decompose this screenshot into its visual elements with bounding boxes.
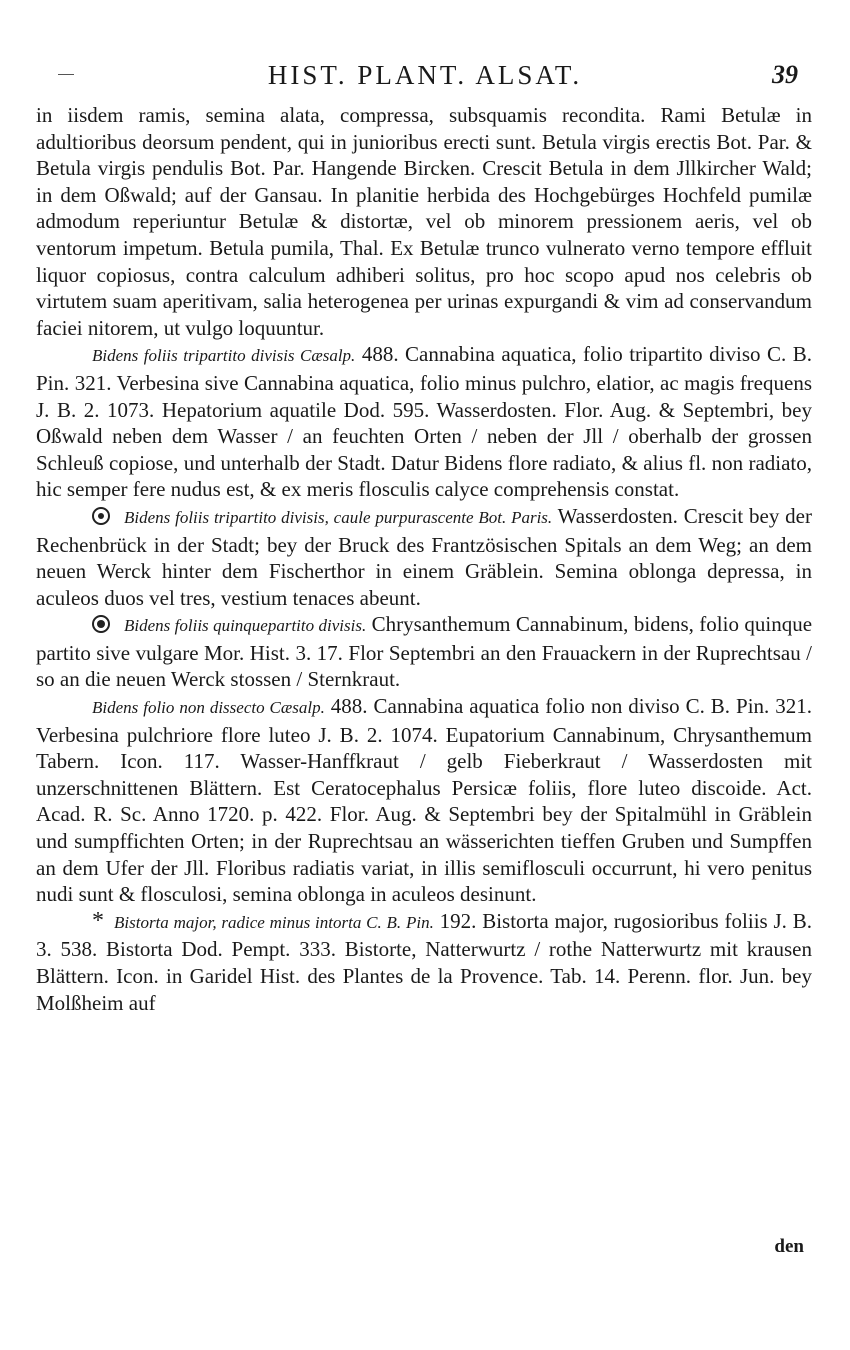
paragraph-bidens-non-dissecto <box>36 693 812 908</box>
circle-filled-icon <box>92 615 110 633</box>
body-text <box>36 102 812 1016</box>
paragraph-betula <box>36 102 812 341</box>
species-lead: Bistorta major, radice minus intorta C. B. Pin. <box>114 912 434 932</box>
species-lead: Bidens foliis quinquepartito divisis. <box>124 616 367 636</box>
paragraph-text: 488. Cannabina aquatica, folio tripartito diviso C. B. Pin. 321. Verbesina sive Cannabina aquatica, folio minus pulchro, elatior, ac magis frequens J. B. 2. 1073. Hepatorium aquatile Dod. 595. Wasserdosten. Flor. Aug. & Septembri, bey Oßwald neben dem Wasser / an feuchten Orten / neben der Jll / oberhalb der grossen Schleuß copiose, und unterhalb der Stadt. Datur Bidens flore radiato, & alius fl. non radiato, hic semper fere nudus est, & ex meris flosculis calyce comprehensis constat. <box>36 342 813 502</box>
paragraph-text: Wasserdosten. Crescit bey der Rechenbrück in der Stadt; bey der Bruck des Frantzösischen Spitals an dem Weg; an dem neuen Werck hinter dem Fischerthor in einem Gräblein. Semina oblonga depressa, in aculeos duos vel tres, vestium tenaces abeunt. <box>36 503 812 610</box>
paragraph-bidens-caule-purpurascente <box>36 503 812 611</box>
catchword: den <box>774 1236 804 1257</box>
paragraph-text: Chrysanthemum Cannabinum, bidens, folio quinque partito sive vulgare Mor. Hist. 3. 17. Flor Septembri an den Frauackern in der Ruprechtsau / so an die neuen Werck stossen / Sternkraut. <box>36 612 813 692</box>
circle-dot-icon <box>92 507 110 525</box>
running-title: HIST. PLANT. ALSAT. <box>267 60 583 90</box>
paragraph-text: 488. Cannabina aquatica folio non diviso C. B. Pin. 321. Verbesina pulchriore flore luteo J. B. 2. 1074. Eupatorium Cannabinum, Chrysanthemum Tabern. Icon. 117. Wasser-Hanffkraut / gelb Fieberkraut / Wasserdosten mit unzerschnittenen Blättern. Est Ceratocephalus Persicæ foliis, flore luteo discoide. Act. Acad. R. Sc. Anno 1720. p. 422. Flor. Aug. & Septembri bey der Spitalmühl in Gräblein und sumpffichten Orten; in der Ruprechtsau an wässerichten tieffen Gruben und Sumpffen an dem Ufer der Jll. Floribus radiatis variat, in illis semiflosculi occurrunt, hi vero penitus nudi sunt & flosculosi, semina oblonga in aculeos desinunt. <box>36 694 812 907</box>
species-lead: Bidens folio non dissecto Cæsalp. <box>92 698 325 718</box>
paragraph-text: 192. Bistorta major, rugosioribus foliis J. B. 3. 538. Bistorta Dod. Pempt. 333. Bistorte, Natterwurtz / rothe Natterwurtz mit krausen Blättern. Icon. in Garidel Hist. des Plantes de la Provence. Tab. 14. Perenn. flor. Jun. bey Molßheim auf <box>36 908 812 1015</box>
species-lead: Bidens foliis tripartito divisis Cæsalp. <box>92 346 356 366</box>
species-lead: Bidens foliis tripartito divisis, caule purpurascente Bot. Paris. <box>124 507 553 527</box>
paragraph-bidens-quinquepartito <box>36 611 812 693</box>
page-header <box>0 60 850 92</box>
paragraph-bidens-tripartito <box>36 341 812 503</box>
page-number: 39 <box>772 60 798 89</box>
paragraph-bistorta <box>36 908 812 1016</box>
paragraph-text: in iisdem ramis, semina alata, compressa, subsquamis recondita. Rami Betulæ in adultioribus deorsum pendent, qui in junioribus erecti sunt. Betula virgis erectis Bot. Par. & Betula virgis pendulis Bot. Par. Hangende Bircken. Crescit Betula in dem Jllkircher Wald; in dem Oßwald; auf der Gansau. In planitie herbida des Hochgebürges Hochfeld pumilæ admodum reperiuntur Betulæ & distortæ, vel ob minorem pressionem aeris, vel ob ventorum impetum. Betula pumila, Thal. Ex Betulæ trunco vulnerato verno tempore effluit liquor copiosus, contra calculum adhiberi solitus, pro hoc scopo apud nos celebris ob virtutem suam aperitivam, salia heterogenea per urinas expurgandi & vim ad conservandum faciei nitorem, ut vulgo loquuntur. <box>36 103 812 340</box>
asterisk-icon: * <box>92 907 104 934</box>
